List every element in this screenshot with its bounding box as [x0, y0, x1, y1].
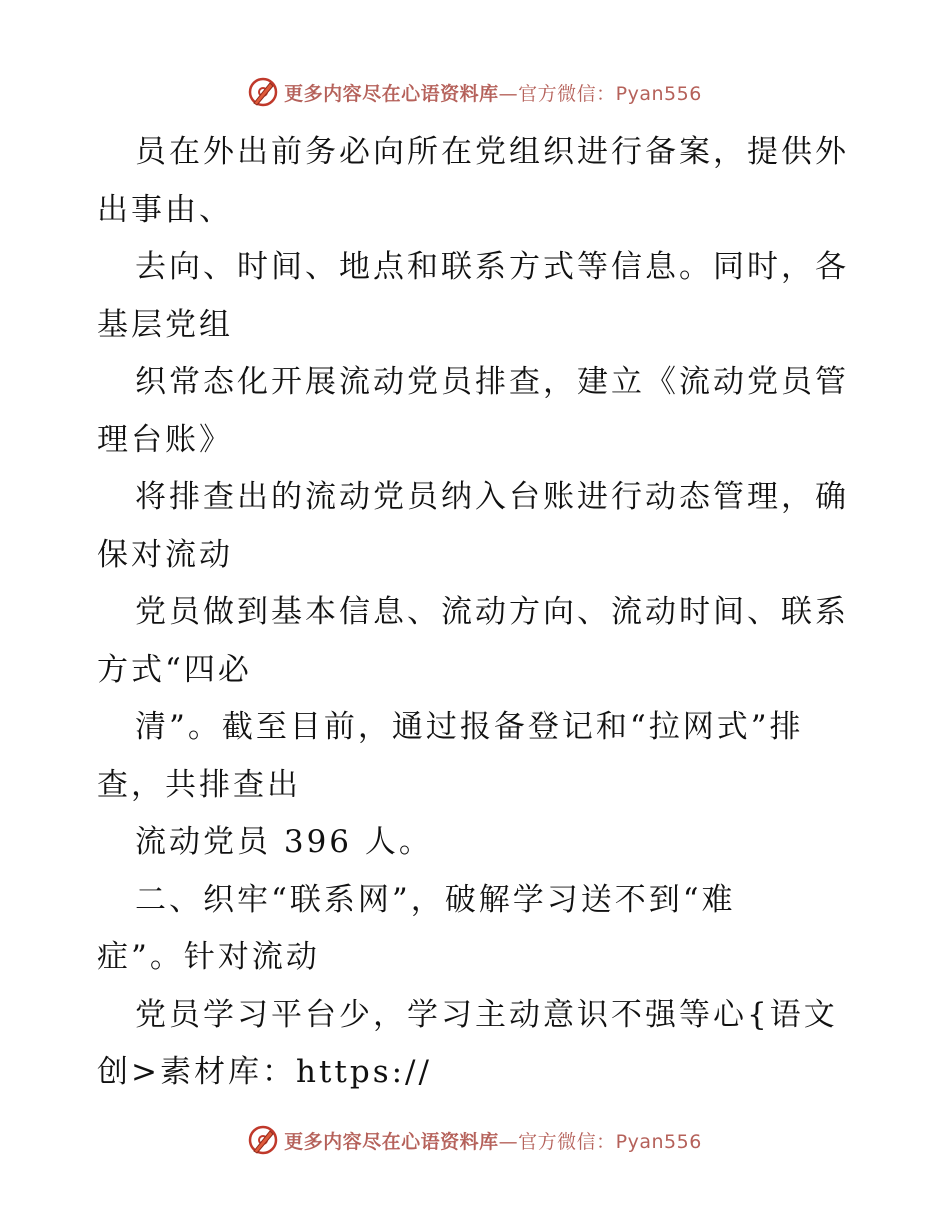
text-line: 将排查出的流动党员纳入台账进行动态管理，确 — [135, 479, 849, 515]
cd-pen-logo-icon — [248, 1125, 278, 1155]
footer-banner-text: 更多内容尽在心语资料库—官方微信：Pyan556 — [284, 1130, 702, 1153]
cd-pen-logo-icon — [248, 77, 278, 107]
section-heading-line: 二、织牢“联系网”，破解学习送不到“难 — [135, 881, 736, 918]
text-line: 理台账》 — [97, 421, 233, 458]
text-line: 清”。截至目前，通过报备登记和“拉网式”排 — [135, 709, 804, 745]
text-line: 员在外出前务必向所在党组织进行备案，提供外 — [135, 134, 849, 170]
text-line: 党员学习平台少，学习主动意识不强等心{语文 — [135, 996, 838, 1033]
text-line: 流动党员 396 人。 — [135, 824, 433, 860]
text-line: 方式“四必 — [97, 651, 252, 688]
text-line: 出事由、 — [97, 191, 233, 228]
document-body — [97, 124, 857, 1102]
text-line: 去向、时间、地点和联系方式等信息。同时，各 — [135, 249, 849, 285]
text-line: 症”。针对流动 — [97, 939, 320, 975]
text-line: 保对流动 — [97, 536, 233, 573]
footer-banner — [0, 1120, 950, 1160]
text-line: 织常态化开展流动党员排查，建立《流动党员管 — [135, 364, 849, 400]
text-line: 创>素材库：https:// — [97, 1054, 432, 1090]
text-line: 查，共排查出 — [97, 766, 301, 803]
text-line: 党员做到基本信息、流动方向、流动时间、联系 — [135, 594, 849, 630]
header-banner — [0, 72, 950, 112]
header-banner-text: 更多内容尽在心语资料库—官方微信：Pyan556 — [284, 82, 702, 105]
text-line: 基层党组 — [97, 306, 233, 343]
